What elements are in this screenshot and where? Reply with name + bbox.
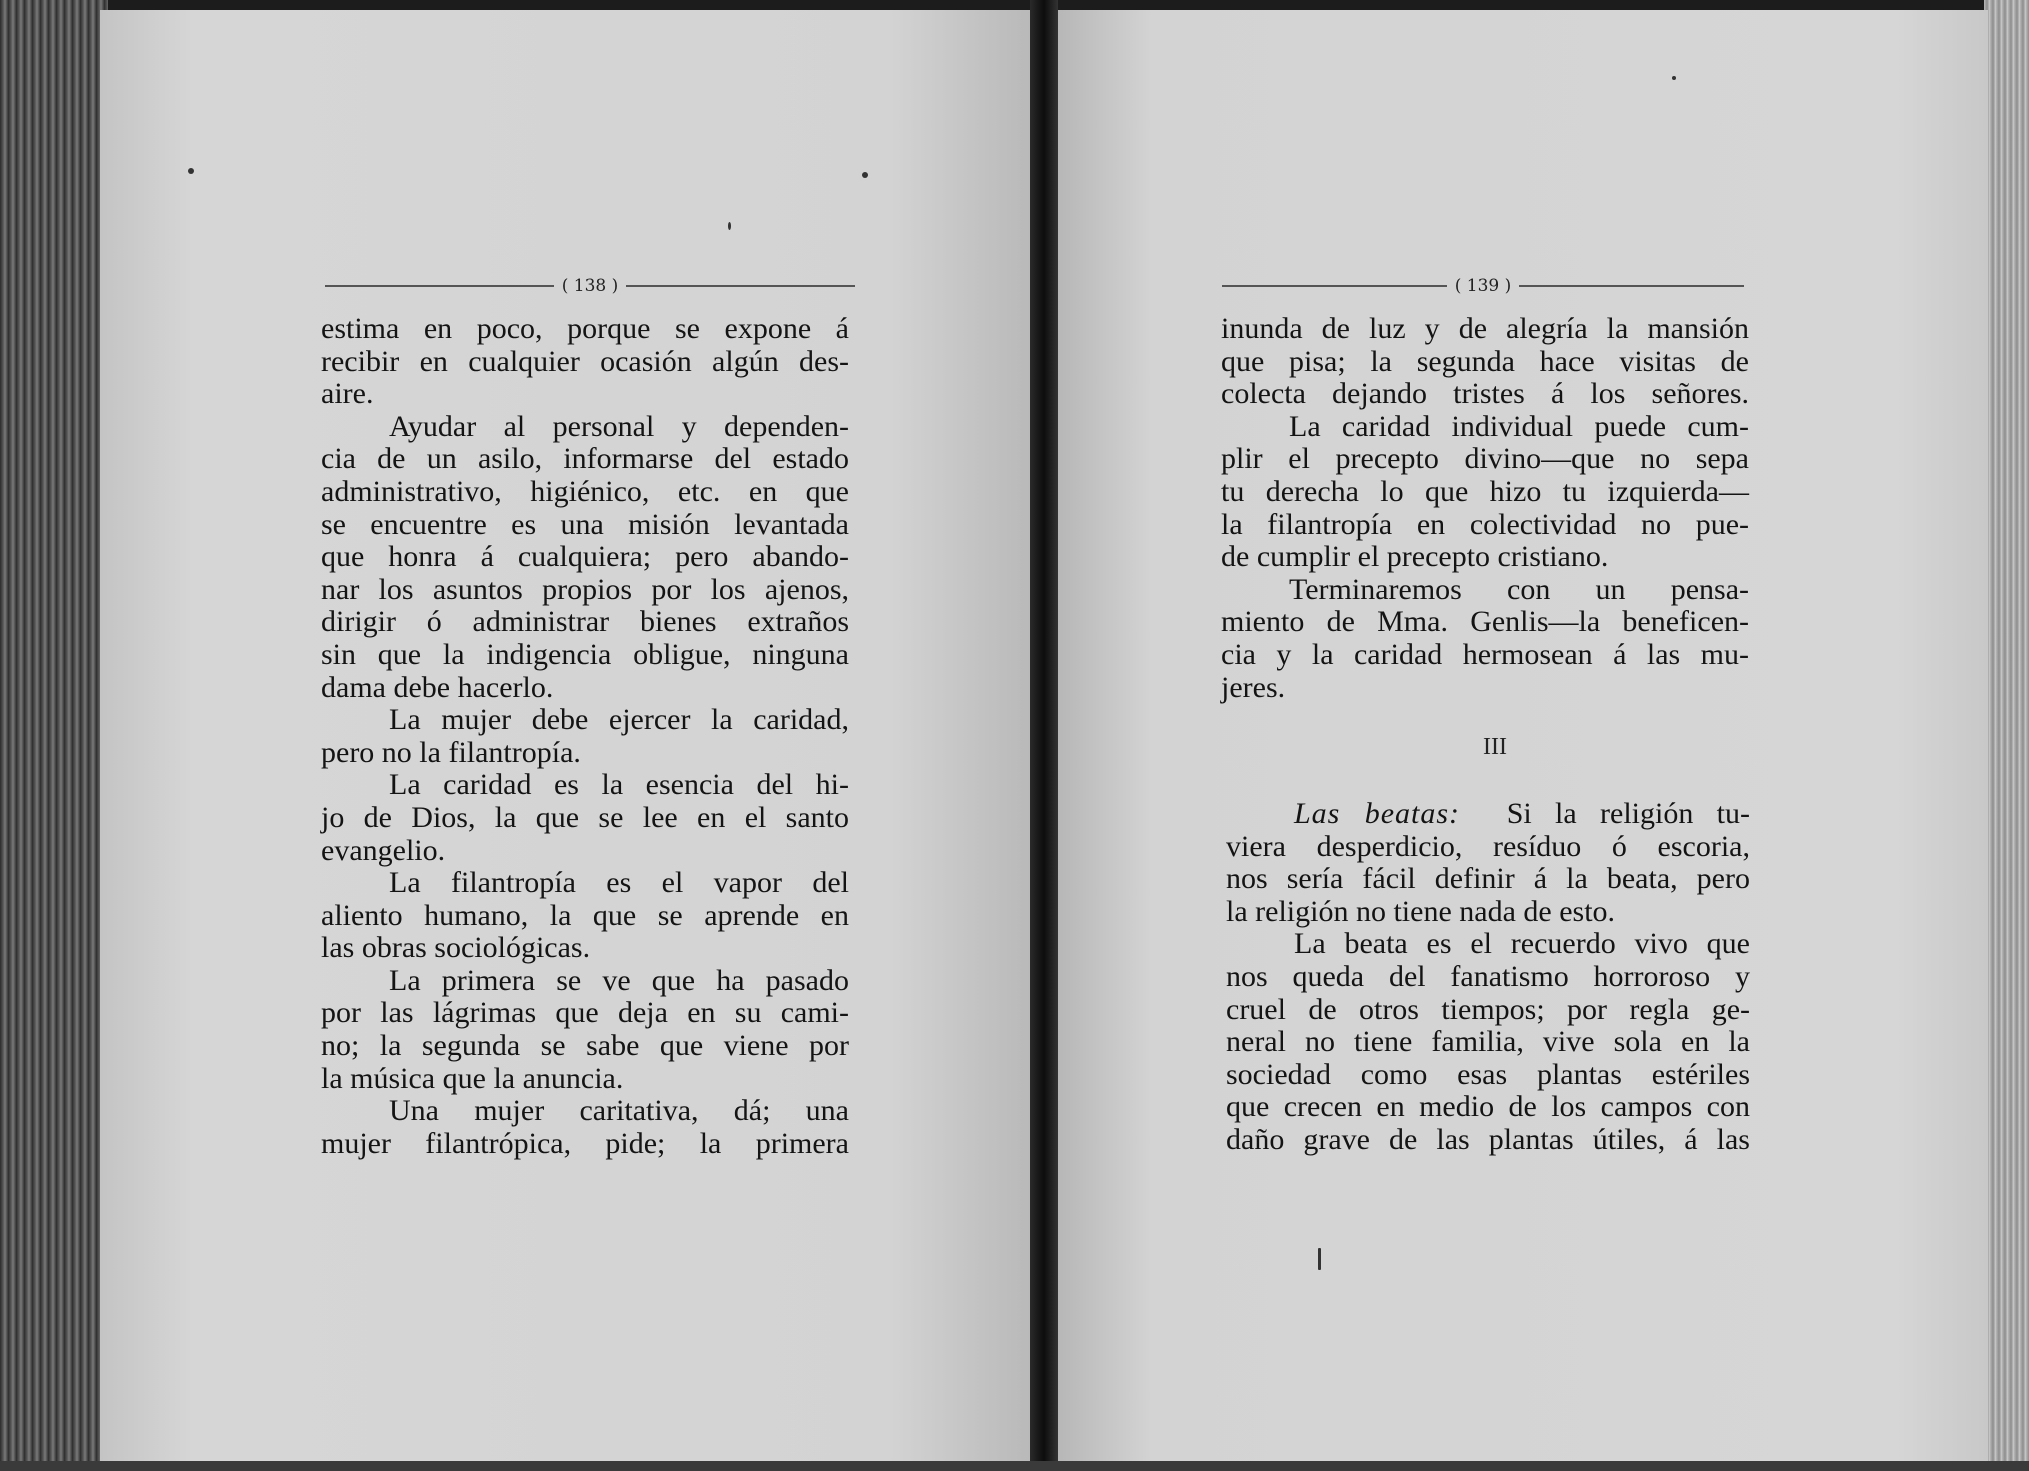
paper-speck (188, 168, 194, 174)
text-line: neral no tiene familia, vive sola en la (1226, 1025, 1750, 1059)
text-line: sociedad como esas plantas estériles (1226, 1057, 1750, 1091)
section-heading: III (1483, 734, 1507, 760)
text-line: de cumplir el precepto cristiano. (1221, 540, 1609, 574)
text-line: estima en poco, porque se expone á (321, 312, 849, 345)
left-page-number: ( 138 ) (561, 276, 619, 296)
left-page-text (321, 313, 849, 1160)
text-line: Una mujer caritativa, dá; una (389, 1094, 849, 1128)
text-line: La mujer debe ejercer la caridad, (389, 703, 849, 737)
text-line: evangelio. (321, 833, 446, 867)
header-rule (325, 285, 554, 287)
text-line: mujer filantrópica, pide; la primera (321, 1126, 849, 1160)
book-edge-right (1984, 0, 2029, 1471)
text-line: nos queda del fanatismo horroroso y (1226, 959, 1750, 993)
section-label: Las beatas: (1294, 797, 1461, 830)
text-line: tu derecha lo que hizo tu izquierda— (1221, 474, 1749, 508)
text-line: dama debe hacerlo. (321, 670, 554, 704)
paper-speck (728, 222, 731, 230)
text-line: plir el precepto divino—que no sepa (1221, 442, 1749, 476)
book-edge-left (0, 0, 108, 1471)
text-line: daño grave de las plantas útiles, á las (1226, 1122, 1750, 1156)
paper-speck (1672, 76, 1676, 80)
left-page-header (325, 271, 855, 301)
text-fragment: Si la religión tu- (1506, 797, 1750, 830)
text-line: sin que la indigencia obligue, ninguna (321, 637, 849, 671)
text-line: la filantropía en colectividad no pue- (1221, 507, 1749, 541)
text-line: pero no la filantropía. (321, 735, 581, 769)
text-line: jo de Dios, la que se lee en el santo (321, 800, 849, 834)
text-line: que crecen en medio de los campos con (1226, 1090, 1750, 1124)
text-line: nos sería fácil definir á la beata, pero (1226, 862, 1750, 896)
text-line: La caridad es la esencia del hi- (389, 768, 849, 802)
text-line: la religión no tiene nada de esto. (1226, 894, 1616, 928)
text-line: cia de un asilo, informarse del estado (321, 442, 849, 476)
text-line: no; la segunda se sabe que viene por (321, 1029, 849, 1063)
text-line: La caridad individual puede cum- (1289, 409, 1749, 443)
right-page-number: ( 139 ) (1454, 276, 1512, 296)
text-line: viera desperdicio, resíduo ó escoria, (1226, 829, 1750, 863)
text-line: cruel de otros tiempos; por regla ge- (1226, 992, 1750, 1026)
text-line: que pisa; la segunda hace visitas de (1221, 344, 1749, 378)
text-line: La beata es el recuerdo vivo que (1294, 927, 1750, 961)
right-page-section-text (1226, 798, 1750, 1157)
text-line: colecta dejando tristes á los señores. (1221, 377, 1749, 411)
text-line: las obras sociológicas. (321, 931, 591, 965)
text-line: cia y la caridad hermosean á las mu- (1221, 637, 1749, 671)
text-line: dirigir ó administrar bienes extraños (321, 605, 849, 639)
text-line: nar los asuntos propios por los ajenos, (321, 572, 849, 606)
text-line: la música que la anuncia. (321, 1061, 624, 1095)
text-line: aire. (321, 377, 374, 411)
text-line: recibir en cualquier ocasión algún des- (321, 344, 849, 378)
text-line: se encuentre es una misión levantada (321, 507, 849, 541)
text-line: que honra á cualquiera; pero abando- (321, 540, 849, 574)
book-gutter (1030, 0, 1058, 1471)
header-rule (626, 285, 855, 287)
header-rule (1519, 285, 1744, 287)
paper-speck (862, 172, 868, 178)
text-line: Ayudar al personal y dependen- (389, 409, 849, 443)
text-line: Terminaremos con un pensa- (1289, 572, 1749, 606)
text-line: jeres. (1221, 670, 1286, 704)
right-page-text (1221, 313, 1749, 704)
paper-speck (1318, 1248, 1321, 1270)
text-line: La primera se ve que ha pasado (389, 963, 849, 997)
text-line: por las lágrimas que deja en su cami- (321, 996, 849, 1030)
text-line (1226, 798, 1750, 831)
text-line: aliento humano, la que se aprende en (321, 898, 849, 932)
text-line: administrativo, higiénico, etc. en que (321, 474, 849, 508)
text-line: inunda de luz y de alegría la mansión (1221, 312, 1749, 345)
text-line: miento de Mma. Genlis—la beneficen- (1221, 605, 1749, 639)
header-rule (1222, 285, 1447, 287)
bottom-shadow (0, 1461, 2029, 1471)
right-page-header (1222, 271, 1744, 301)
text-line: La filantropía es el vapor del (389, 866, 849, 900)
